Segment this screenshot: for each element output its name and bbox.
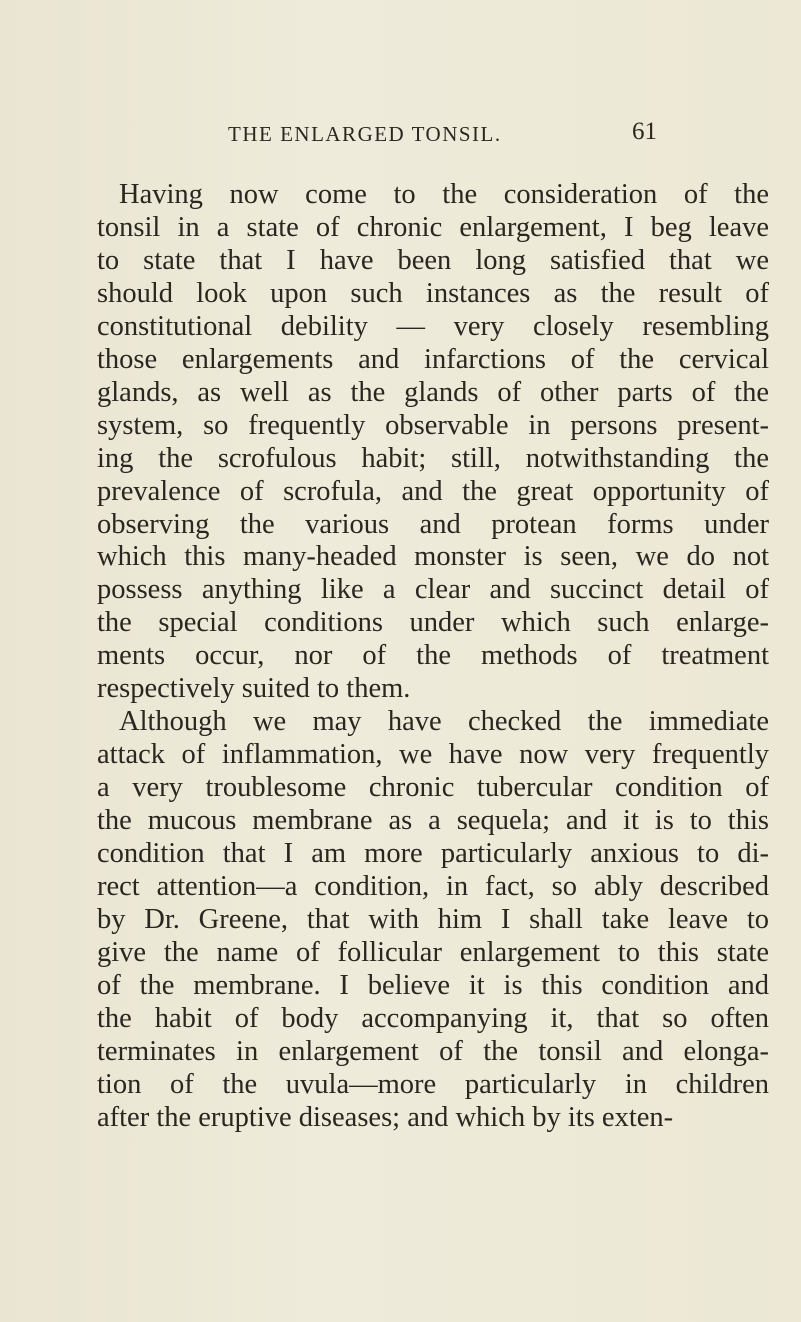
text-line: constitutional debility — very closely resembling: [97, 310, 769, 342]
text-line: to state that I have been long satisfied that we: [97, 244, 769, 276]
text-line: ments occur, nor of the methods of treatment: [97, 640, 769, 672]
text-line: by Dr. Greene, that with him I shall take leave to: [97, 903, 769, 935]
page-number: 61: [632, 118, 657, 145]
text-line: give the name of follicular enlargement to this state: [97, 936, 769, 968]
text-line: system, so frequently observable in persons present-: [97, 409, 769, 441]
text-line: after the eruptive diseases; and which by its exten-: [97, 1101, 674, 1133]
text-line: which this many-headed monster is seen, we do not: [97, 541, 769, 573]
text-line: respectively suited to them.: [97, 673, 411, 705]
text-line: those enlargements and infarctions of the cervical: [97, 343, 769, 375]
text-line: glands, as well as the glands of other parts of the: [97, 376, 769, 408]
text-line: should look upon such instances as the result of: [97, 277, 769, 309]
text-line: rect attention—a condition, in fact, so ably described: [97, 870, 769, 902]
text-line: possess anything like a clear and succinct detail of: [97, 574, 769, 606]
text-line: Having now come to the consideration of the: [119, 179, 769, 210]
text-line: attack of inflammation, we have now very frequently: [97, 739, 769, 771]
text-line: of the membrane. I believe it is this condition and: [97, 969, 769, 1001]
text-line: a very troublesome chronic tubercular condition of: [97, 772, 769, 804]
text-line: ing the scrofulous habit; still, notwithstanding the: [97, 442, 769, 474]
text-line: tonsil in a state of chronic enlargement, I beg leave: [97, 211, 769, 243]
running-title: THE ENLARGED TONSIL.: [228, 122, 502, 146]
text-line: prevalence of scrofula, and the great opportunity of: [97, 475, 769, 507]
text-line: observing the various and protean forms under: [97, 508, 769, 540]
text-line: tion of the uvula—more particularly in children: [97, 1068, 769, 1100]
text-line: the habit of body accompanying it, that so often: [97, 1002, 769, 1034]
text-line: the special conditions under which such enlarge-: [97, 607, 769, 639]
text-line: the mucous membrane as a sequela; and it is to this: [97, 805, 769, 837]
text-line: Although we may have checked the immediate: [119, 706, 769, 738]
text-line: terminates in enlargement of the tonsil and elonga-: [97, 1035, 769, 1067]
text-line: condition that I am more particularly anxious to di-: [97, 838, 769, 869]
